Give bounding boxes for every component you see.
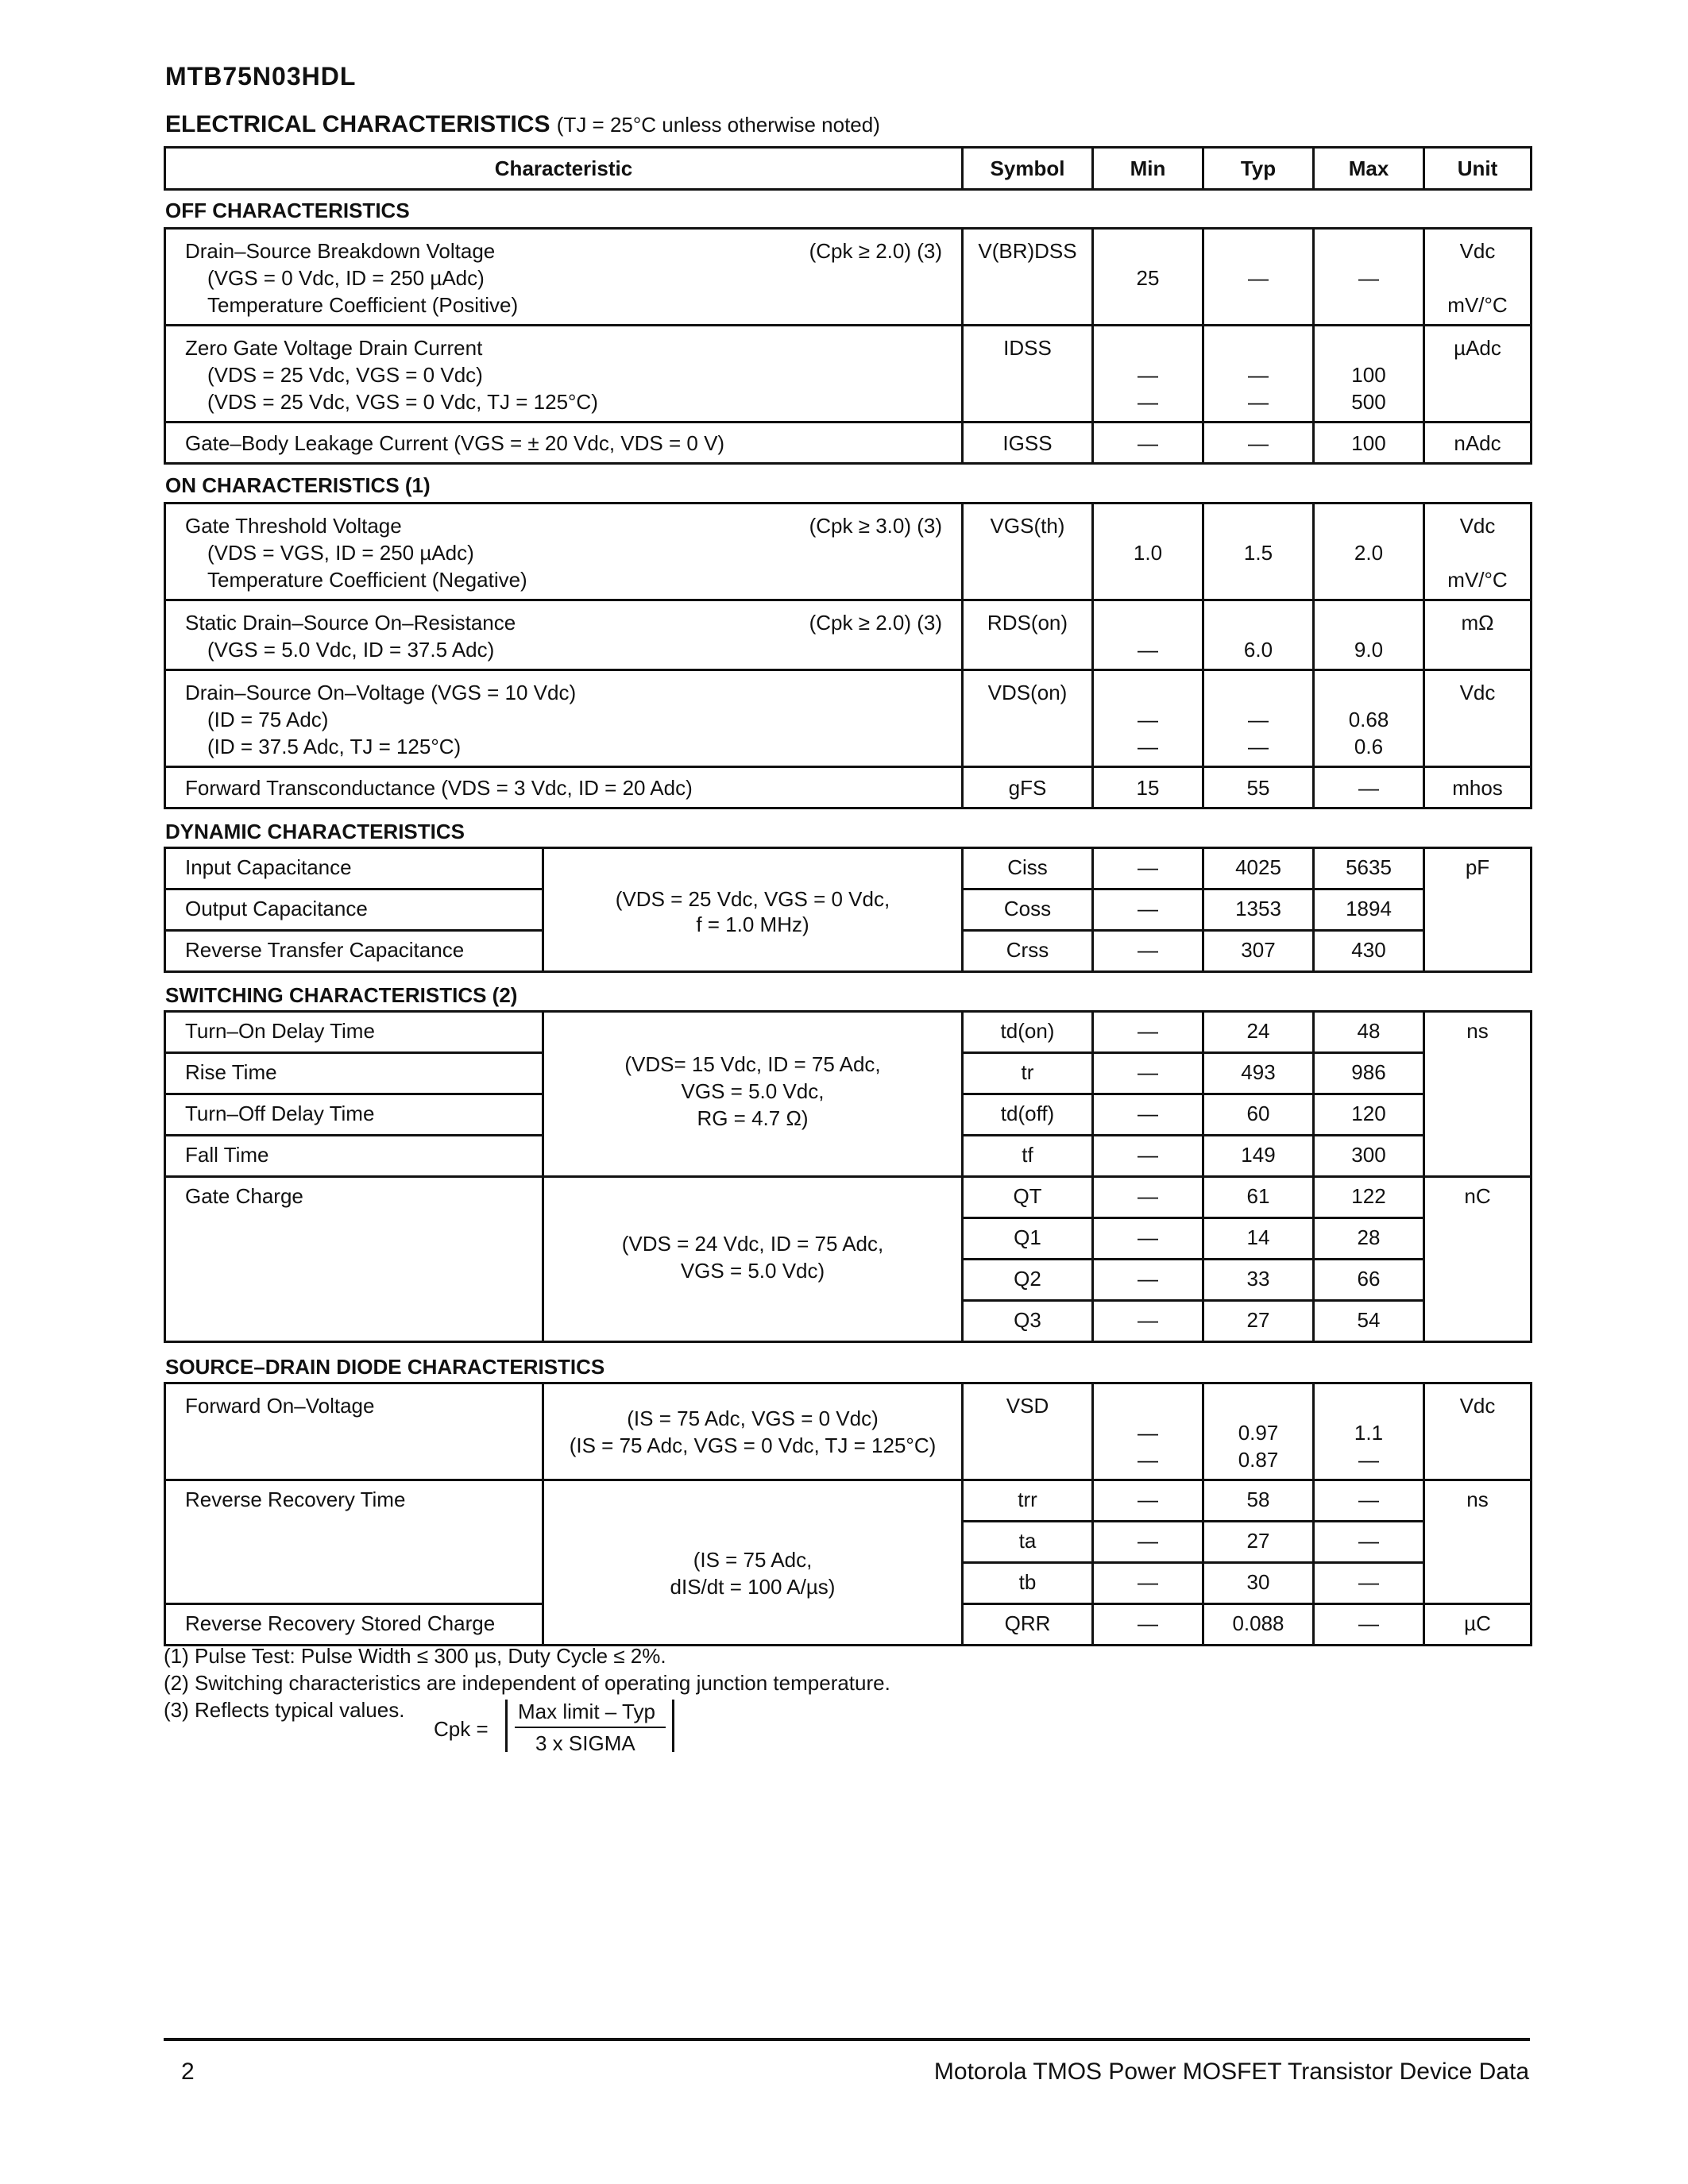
typ-value: — bbox=[1248, 266, 1269, 290]
char-name: Forward On–Voltage bbox=[185, 1394, 375, 1418]
symbol: IGSS bbox=[1002, 431, 1053, 455]
symbol: QRR bbox=[1004, 1611, 1051, 1635]
typ-value: 0.088 bbox=[1232, 1611, 1284, 1635]
unit-value: ns bbox=[1466, 1488, 1489, 1511]
min-value: — bbox=[1138, 938, 1158, 962]
unit-value: Vdc bbox=[1459, 239, 1496, 263]
symbol: V(BR)DSS bbox=[978, 239, 1077, 263]
table-row bbox=[165, 1012, 1532, 1053]
char-cond: (ID = 37.5 Adc, TJ = 125°C) bbox=[207, 735, 462, 758]
symbol: tr bbox=[1021, 1060, 1034, 1084]
char-name: Gate Threshold Voltage bbox=[185, 514, 402, 538]
min-value: — bbox=[1138, 1529, 1158, 1553]
typ-value: — bbox=[1248, 708, 1269, 731]
max-value: — bbox=[1358, 1611, 1379, 1635]
typ-value: 1353 bbox=[1235, 897, 1281, 920]
max-value: 986 bbox=[1351, 1060, 1386, 1084]
unit-value: nAdc bbox=[1454, 431, 1501, 455]
min-value: — bbox=[1138, 363, 1158, 387]
symbol: QT bbox=[1013, 1184, 1042, 1208]
max-value: 300 bbox=[1351, 1143, 1386, 1167]
header-table bbox=[164, 146, 1532, 191]
test-condition: (IS = 75 Adc, VGS = 0 Vdc) bbox=[627, 1406, 879, 1430]
symbol: VSD bbox=[1006, 1394, 1049, 1418]
char-name: Reverse Recovery Stored Charge bbox=[185, 1611, 496, 1635]
unit-value: mΩ bbox=[1461, 611, 1494, 635]
symbol: Q3 bbox=[1014, 1308, 1041, 1332]
col-characteristic: Characteristic bbox=[165, 148, 963, 190]
typ-value: 0.87 bbox=[1238, 1448, 1279, 1472]
table-row bbox=[165, 600, 1532, 670]
typ-value: 1.5 bbox=[1243, 541, 1273, 565]
min-value: — bbox=[1138, 1488, 1158, 1511]
typ-value: — bbox=[1248, 735, 1269, 758]
min-value: — bbox=[1138, 735, 1158, 758]
footnote-3: (3) Reflects typical values. bbox=[164, 1698, 405, 1722]
unit-value: Vdc bbox=[1459, 1394, 1496, 1418]
table-row bbox=[165, 670, 1532, 767]
max-value: 122 bbox=[1351, 1184, 1386, 1208]
char-name: Turn–On Delay Time bbox=[185, 1019, 375, 1043]
max-value: 1.1 bbox=[1354, 1421, 1384, 1445]
symbol: gFS bbox=[1008, 776, 1047, 800]
min-value: — bbox=[1138, 855, 1158, 879]
test-condition: dIS/dt = 100 A/µs) bbox=[670, 1575, 836, 1599]
col-min: Min bbox=[1093, 148, 1203, 190]
symbol: Ciss bbox=[1007, 855, 1048, 879]
unit-value: Vdc bbox=[1459, 681, 1496, 704]
max-value: 100 bbox=[1351, 363, 1386, 387]
test-condition: (VDS= 15 Vdc, ID = 75 Adc, bbox=[624, 1052, 881, 1076]
cpk-abs-left bbox=[505, 1700, 508, 1752]
typ-value: 24 bbox=[1246, 1019, 1270, 1043]
max-value: 28 bbox=[1357, 1225, 1381, 1249]
col-max: Max bbox=[1314, 148, 1424, 190]
typ-value: 33 bbox=[1246, 1267, 1270, 1291]
char-name: Forward Transconductance (VDS = 3 Vdc, ID = 20 Adc) bbox=[185, 776, 693, 800]
max-value: 1894 bbox=[1346, 897, 1392, 920]
dynamic-table bbox=[164, 847, 1532, 973]
title-text: ELECTRICAL CHARACTERISTICS bbox=[165, 111, 550, 137]
title-condition: (TJ = 25°C unless otherwise noted) bbox=[556, 113, 880, 137]
max-value: 0.68 bbox=[1348, 708, 1389, 731]
max-value: 500 bbox=[1351, 390, 1386, 414]
max-value: — bbox=[1358, 1570, 1379, 1594]
symbol: Q1 bbox=[1014, 1225, 1041, 1249]
min-value: — bbox=[1138, 1225, 1158, 1249]
unit-value: Vdc bbox=[1459, 514, 1496, 538]
max-value: — bbox=[1358, 266, 1379, 290]
min-value: — bbox=[1138, 1184, 1158, 1208]
off-table bbox=[164, 227, 1532, 465]
symbol: IDSS bbox=[1003, 336, 1052, 360]
min-value: 1.0 bbox=[1133, 541, 1163, 565]
cpk-numerator: Max limit – Typ bbox=[518, 1700, 655, 1723]
typ-value: 307 bbox=[1241, 938, 1276, 962]
col-unit: Unit bbox=[1424, 148, 1532, 190]
cpk-lhs: Cpk = bbox=[434, 1717, 489, 1741]
char-name: Rise Time bbox=[185, 1060, 277, 1084]
switching-table bbox=[164, 1010, 1532, 1343]
char-name: Input Capacitance bbox=[185, 855, 352, 879]
char-cond: (VDS = 25 Vdc, VGS = 0 Vdc) bbox=[207, 363, 483, 387]
symbol: RDS(on) bbox=[987, 611, 1068, 635]
typ-value: — bbox=[1248, 390, 1269, 414]
test-condition: (VDS = 24 Vdc, ID = 75 Adc, bbox=[621, 1232, 884, 1256]
symbol: td(off) bbox=[1000, 1102, 1055, 1125]
typ-value: 55 bbox=[1246, 776, 1270, 800]
max-value: — bbox=[1358, 1448, 1379, 1472]
symbol: Q2 bbox=[1014, 1267, 1041, 1291]
section-switching: SWITCHING CHARACTERISTICS (2) bbox=[165, 983, 518, 1007]
col-symbol: Symbol bbox=[963, 148, 1093, 190]
min-value: — bbox=[1138, 1143, 1158, 1167]
min-value: — bbox=[1138, 1421, 1158, 1445]
typ-value: 0.97 bbox=[1238, 1421, 1279, 1445]
char-cond: (VGS = 0 Vdc, ID = 250 µAdc) bbox=[207, 266, 485, 290]
min-value: — bbox=[1138, 390, 1158, 414]
min-value: — bbox=[1138, 1267, 1158, 1291]
symbol: tb bbox=[1018, 1570, 1037, 1594]
cpk-abs-right bbox=[672, 1700, 674, 1752]
unit-value-2: mV/°C bbox=[1447, 293, 1508, 317]
char-note: (Cpk ≥ 3.0) (3) bbox=[809, 514, 942, 538]
symbol: tf bbox=[1022, 1143, 1033, 1167]
test-condition: VGS = 5.0 Vdc, bbox=[681, 1079, 825, 1103]
max-value: 5635 bbox=[1346, 855, 1392, 879]
part-number: MTB75N03HDL bbox=[165, 62, 357, 91]
col-typ: Typ bbox=[1203, 148, 1314, 190]
min-value: — bbox=[1138, 897, 1158, 920]
section-off: OFF CHARACTERISTICS bbox=[165, 199, 410, 222]
table-row bbox=[165, 423, 1532, 464]
table-row bbox=[165, 1177, 1532, 1218]
unit-value: mhos bbox=[1452, 776, 1503, 800]
char-name: Gate–Body Leakage Current (VGS = ± 20 Vdc, VDS = 0 V) bbox=[185, 431, 725, 455]
typ-value: 58 bbox=[1246, 1488, 1270, 1511]
char-cond: (VDS = VGS, ID = 250 µAdc) bbox=[207, 541, 474, 565]
typ-value: 30 bbox=[1246, 1570, 1270, 1594]
table-row bbox=[165, 1480, 1532, 1522]
symbol: VGS(th) bbox=[990, 514, 1065, 538]
test-condition: f = 1.0 MHz) bbox=[696, 913, 809, 936]
char-name: Turn–Off Delay Time bbox=[185, 1102, 375, 1125]
typ-value: 4025 bbox=[1235, 855, 1281, 879]
char-tc: Temperature Coefficient (Negative) bbox=[207, 568, 527, 592]
min-value: — bbox=[1138, 1060, 1158, 1084]
min-value: 15 bbox=[1136, 776, 1160, 800]
max-value: 0.6 bbox=[1354, 735, 1384, 758]
section-diode: SOURCE–DRAIN DIODE CHARACTERISTICS bbox=[165, 1355, 605, 1379]
table-row bbox=[165, 326, 1532, 423]
typ-value: 6.0 bbox=[1243, 638, 1273, 662]
max-value: 100 bbox=[1351, 431, 1386, 455]
table-row bbox=[165, 1383, 1532, 1480]
max-value: 48 bbox=[1357, 1019, 1381, 1043]
unit-value: pF bbox=[1465, 855, 1490, 879]
char-tc: Temperature Coefficient (Positive) bbox=[207, 293, 519, 317]
on-table bbox=[164, 502, 1532, 809]
max-value: 66 bbox=[1357, 1267, 1381, 1291]
table-row bbox=[165, 504, 1532, 600]
char-note: (Cpk ≥ 2.0) (3) bbox=[809, 611, 942, 635]
typ-value: 14 bbox=[1246, 1225, 1270, 1249]
footer-rule bbox=[164, 2038, 1530, 2041]
char-name: Static Drain–Source On–Resistance bbox=[185, 611, 516, 635]
max-value: 9.0 bbox=[1354, 638, 1384, 662]
cpk-fraction-bar bbox=[515, 1727, 666, 1728]
char-name: Reverse Recovery Time bbox=[185, 1488, 406, 1511]
min-value: 25 bbox=[1136, 266, 1160, 290]
typ-value: — bbox=[1248, 363, 1269, 387]
test-condition: (VDS = 25 Vdc, VGS = 0 Vdc, bbox=[615, 887, 890, 911]
min-value: — bbox=[1138, 1308, 1158, 1332]
symbol: td(on) bbox=[1000, 1019, 1055, 1043]
typ-value: — bbox=[1248, 431, 1269, 455]
max-value: 430 bbox=[1351, 938, 1386, 962]
table-row bbox=[165, 229, 1532, 326]
min-value: — bbox=[1138, 1102, 1158, 1125]
typ-value: 61 bbox=[1246, 1184, 1270, 1208]
char-name: Gate Charge bbox=[185, 1184, 303, 1208]
min-value: — bbox=[1138, 431, 1158, 455]
page-number: 2 bbox=[181, 2059, 195, 2085]
symbol: ta bbox=[1018, 1529, 1037, 1553]
test-condition: VGS = 5.0 Vdc) bbox=[680, 1259, 825, 1283]
unit-value: µAdc bbox=[1454, 336, 1501, 360]
max-value: — bbox=[1358, 1529, 1379, 1553]
min-value: — bbox=[1138, 1448, 1158, 1472]
char-name: Drain–Source On–Voltage (VGS = 10 Vdc) bbox=[185, 681, 577, 704]
symbol: VDS(on) bbox=[987, 681, 1068, 704]
min-value: — bbox=[1138, 1611, 1158, 1635]
max-value: — bbox=[1358, 776, 1379, 800]
char-name: Fall Time bbox=[185, 1143, 269, 1167]
char-name: Drain–Source Breakdown Voltage bbox=[185, 239, 496, 263]
min-value: — bbox=[1138, 1570, 1158, 1594]
diode-table bbox=[164, 1382, 1532, 1646]
symbol: trr bbox=[1018, 1488, 1037, 1511]
max-value: 120 bbox=[1351, 1102, 1386, 1125]
char-cond: (VGS = 5.0 Vdc, ID = 37.5 Adc) bbox=[207, 638, 495, 662]
typ-value: 27 bbox=[1246, 1308, 1270, 1332]
unit-value: nC bbox=[1464, 1184, 1491, 1208]
page-title bbox=[165, 111, 880, 138]
unit-value-2: mV/°C bbox=[1447, 568, 1508, 592]
symbol: Crss bbox=[1006, 938, 1049, 962]
char-note: (Cpk ≥ 2.0) (3) bbox=[809, 239, 942, 263]
footnote-2: (2) Switching characteristics are independent of operating junction temperature. bbox=[164, 1671, 890, 1695]
min-value: — bbox=[1138, 708, 1158, 731]
typ-value: 27 bbox=[1246, 1529, 1270, 1553]
table-row bbox=[165, 767, 1532, 808]
typ-value: 493 bbox=[1241, 1060, 1276, 1084]
footer-text: Motorola TMOS Power MOSFET Transistor Device Data bbox=[933, 2059, 1529, 2085]
char-name: Output Capacitance bbox=[185, 897, 368, 920]
symbol: Coss bbox=[1003, 897, 1052, 920]
min-value: — bbox=[1138, 1019, 1158, 1043]
unit-value: ns bbox=[1466, 1019, 1489, 1043]
test-condition: RG = 4.7 Ω) bbox=[697, 1106, 809, 1130]
max-value: — bbox=[1358, 1488, 1379, 1511]
test-condition: (IS = 75 Adc, VGS = 0 Vdc, TJ = 125°C) bbox=[569, 1433, 937, 1457]
char-cond: (VDS = 25 Vdc, VGS = 0 Vdc, TJ = 125°C) bbox=[207, 390, 598, 414]
test-condition: (IS = 75 Adc, bbox=[693, 1548, 813, 1572]
unit-value: µC bbox=[1464, 1611, 1491, 1635]
max-value: 2.0 bbox=[1354, 541, 1384, 565]
char-name: Zero Gate Voltage Drain Current bbox=[185, 336, 483, 360]
cpk-denominator: 3 x SIGMA bbox=[535, 1731, 635, 1755]
table-row bbox=[165, 848, 1532, 889]
min-value: — bbox=[1138, 638, 1158, 662]
typ-value: 149 bbox=[1241, 1143, 1276, 1167]
section-on: ON CHARACTERISTICS (1) bbox=[165, 473, 431, 497]
char-name: Reverse Transfer Capacitance bbox=[185, 938, 465, 962]
section-dynamic: DYNAMIC CHARACTERISTICS bbox=[165, 820, 465, 843]
max-value: 54 bbox=[1357, 1308, 1381, 1332]
char-cond: (ID = 75 Adc) bbox=[207, 708, 329, 731]
footnote-1: (1) Pulse Test: Pulse Width ≤ 300 µs, Duty Cycle ≤ 2%. bbox=[164, 1644, 666, 1668]
typ-value: 60 bbox=[1246, 1102, 1270, 1125]
